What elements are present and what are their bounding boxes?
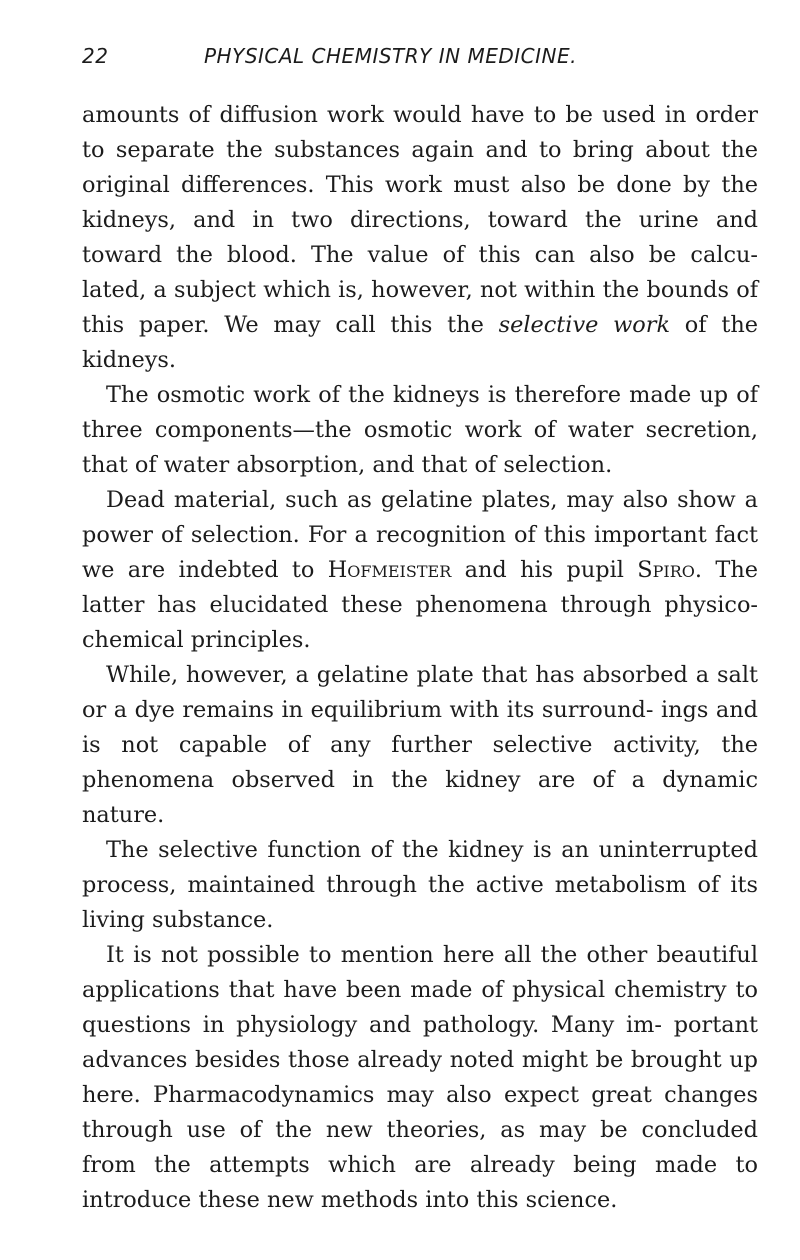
paragraph-4: While, however, a gelatine plate that has absorbed a salt or a dye remains in equilibrium with its surround- ings and is not capable of any further selective activity, the phenomena observed in the kidney are of a dynamic nature. — [82, 662, 758, 828]
paragraph-6: It is not possible to mention here all the other beautiful applications that have been made of physical chemistry to questions in physiology and pathology. Many im- portant advances besides those already noted might be brought up here. Pharmacodynamics may also expect great changes through use of the new theories, as may be concluded from the attempts which are already being made to introduce these new methods into this science. — [82, 942, 758, 1213]
running-title: PHYSICAL CHEMISTRY IN MEDICINE. — [204, 44, 577, 68]
paragraph-1-text: amounts of diffusion work would have to be used in order to separate the substances again and to bring about the original differences. This work must also be done by the kidneys, and in two directions, toward the urine and toward the blood. The value of this can also be calcu- lated, a subject which is, however, not within the bounds of this paper. We may call this the — [82, 102, 758, 338]
paragraph-3-text: Dead material, such as gelatine plates, may also show a power of selection. For a recognition of this important fact we are indebted to — [82, 487, 758, 583]
selective-work-emphasis: selective work — [498, 312, 671, 338]
body-text — [82, 98, 758, 1218]
paragraph-3 — [82, 483, 758, 658]
paragraph-3-end: The latter has elucidated these phenomena through physico-chemical principles. — [82, 557, 758, 653]
paragraph-5: The selective function of the kidney is an uninterrupted process, maintained through the active metabolism of its living substance. — [82, 837, 758, 933]
paragraph-1-end: of the kidneys. — [82, 312, 758, 373]
page-number: 22 — [82, 44, 109, 68]
paragraph-1 — [82, 98, 758, 378]
author-name-hofmeister: Hofmeister — [327, 557, 452, 583]
author-name-spiro: Spiro. — [637, 557, 703, 583]
paragraph-3-middle: and his pupil — [451, 557, 638, 583]
paragraph-2: The osmotic work of the kidneys is therefore made up of three components—the osmotic work of water secretion, that of water absorption, and that of selection. — [82, 382, 758, 478]
running-head — [82, 44, 722, 80]
